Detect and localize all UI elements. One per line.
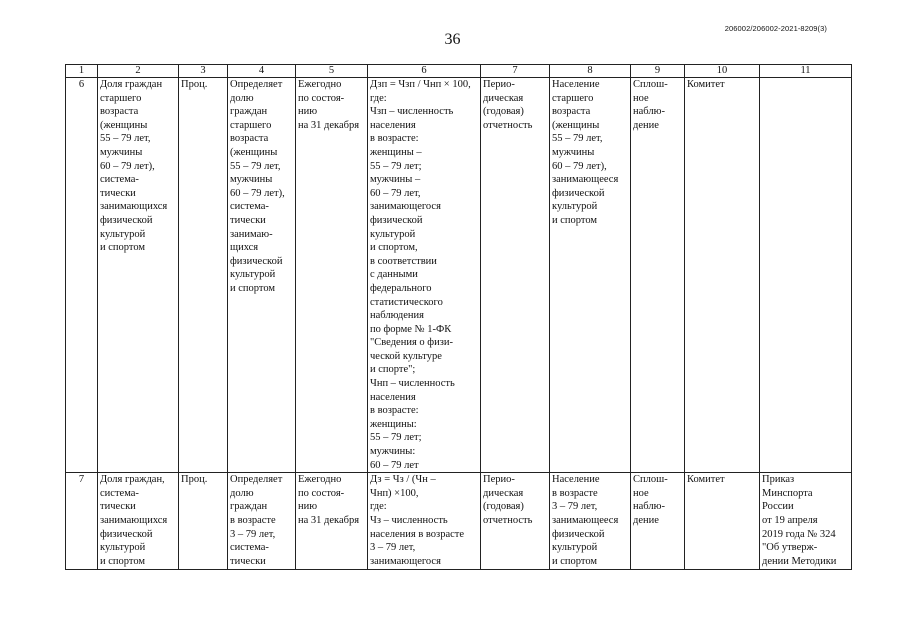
time-characteristic: Ежегодно по состоя- нию на 31 декабря xyxy=(296,473,368,570)
column-header: 5 xyxy=(296,65,368,78)
row-number: 6 xyxy=(66,78,98,473)
column-header: 4 xyxy=(228,65,296,78)
data-source: Перио- дическая (годовая) отчетность xyxy=(481,473,550,570)
population: Население в возрасте 3 – 79 лет, занимающееся физической культурой и спортом xyxy=(550,473,631,570)
calculation-formula: Дз = Чз / (Чн – Чнп) ×100, где: Чз – численность населения в возрасте 3 – 79 лет, занимающегося xyxy=(368,473,481,570)
regulation: Приказ Минспорта России от 19 апреля 2019 года № 324 "Об утверж- дении Методики xyxy=(760,473,852,570)
unit: Проц. xyxy=(179,473,228,570)
responsible: Комитет xyxy=(685,473,760,570)
column-header: 3 xyxy=(179,65,228,78)
responsible: Комитет xyxy=(685,78,760,473)
unit: Проц. xyxy=(179,78,228,473)
definition: Определяет долю граждан старшего возраста (женщины 55 – 79 лет, мужчины 60 – 79 лет), система- тически занимаю- щихся физической культурой и спортом xyxy=(228,78,296,473)
collection-method: Сплош- ное наблю- дение xyxy=(631,473,685,570)
column-header: 7 xyxy=(481,65,550,78)
column-header: 2 xyxy=(98,65,179,78)
data-source: Перио- дическая (годовая) отчетность xyxy=(481,78,550,473)
column-header: 1 xyxy=(66,65,98,78)
column-header: 8 xyxy=(550,65,631,78)
regulation xyxy=(760,78,852,473)
collection-method: Сплош- ное наблю- дение xyxy=(631,78,685,473)
column-header: 10 xyxy=(685,65,760,78)
population: Население старшего возраста (женщины 55 – 79 лет, мужчины 60 – 79 лет), занимающееся физической культурой и спортом xyxy=(550,78,631,473)
definition: Определяет долю граждан в возрасте 3 – 79 лет, система- тически xyxy=(228,473,296,570)
table-row xyxy=(66,473,852,570)
indicator-name: Доля граждан старшего возраста (женщины 55 – 79 лет, мужчины 60 – 79 лет), система- тически занимающихся физической культурой и спортом xyxy=(98,78,179,473)
document-code: 206002/206002-2021-8209(3) xyxy=(724,24,827,33)
indicators-table xyxy=(65,64,852,570)
table-row xyxy=(66,78,852,473)
column-header: 9 xyxy=(631,65,685,78)
page-number: 36 xyxy=(444,31,461,48)
row-number: 7 xyxy=(66,473,98,570)
column-number-row xyxy=(66,65,852,78)
column-header: 6 xyxy=(368,65,481,78)
column-header: 11 xyxy=(760,65,852,78)
calculation-formula: Дзп = Чзп / Чнп × 100, где: Чзп – численность населения в возрасте: женщины – 55 – 79 лет; мужчины – 60 – 79 лет, занимающегося физической культурой и спортом, в соответствии с данными федерального статистического наблюдения по форме № 1-ФК "Сведения о физи- ческой культуре и спорте"; Чнп – численность населения в возрасте: женщины: 55 – 79 лет; мужчины: 60 – 79 лет xyxy=(368,78,481,473)
indicator-name: Доля граждан, система- тически занимающихся физической культурой и спортом xyxy=(98,473,179,570)
time-characteristic: Ежегодно по состоя- нию на 31 декабря xyxy=(296,78,368,473)
